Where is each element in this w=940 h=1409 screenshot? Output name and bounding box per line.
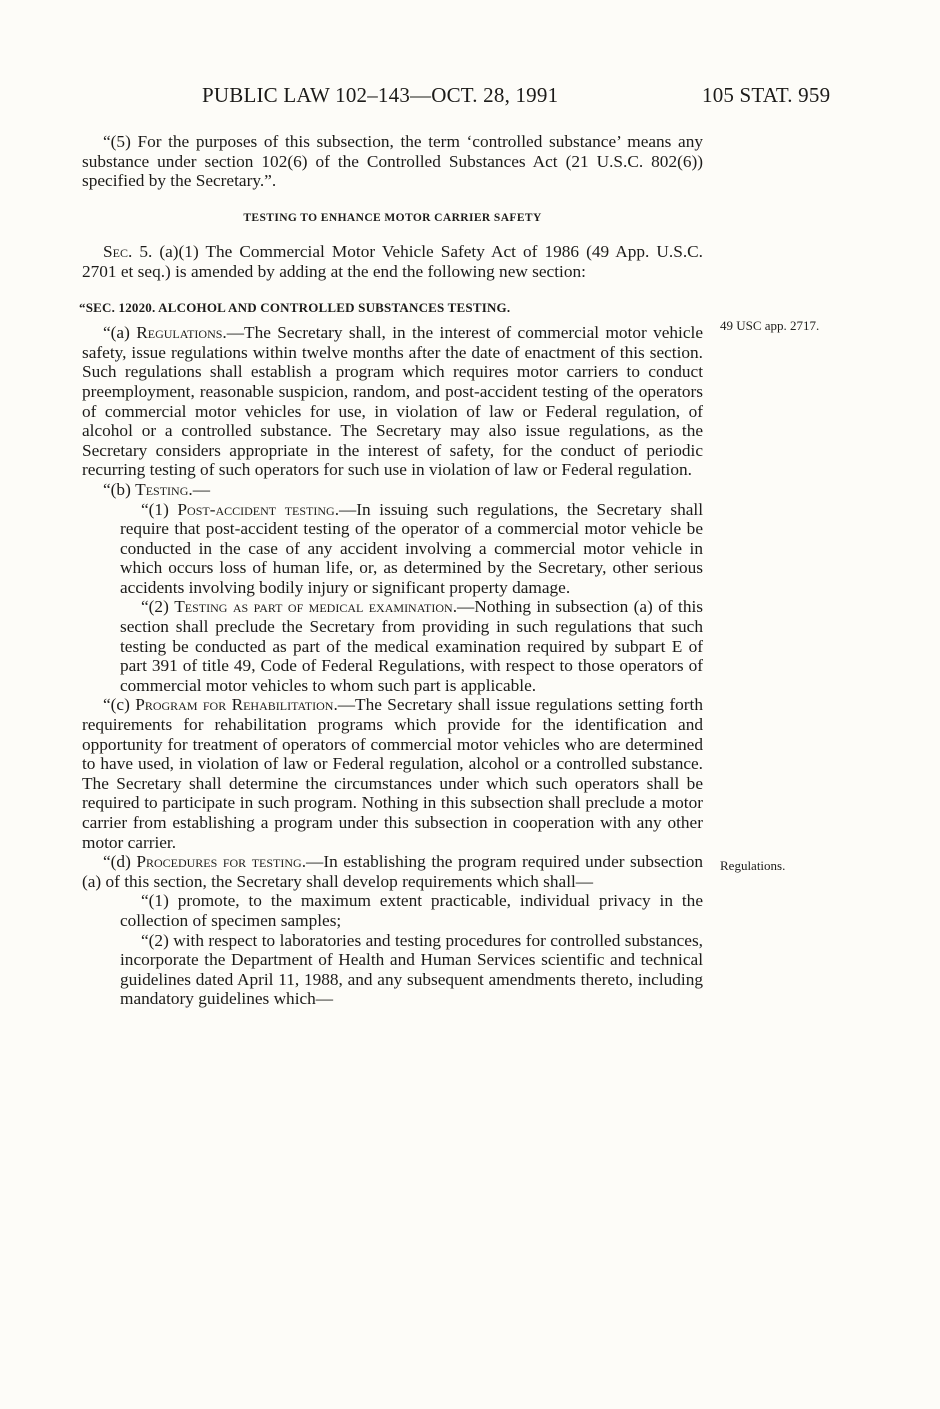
- c-prefix: “(c): [103, 695, 136, 715]
- paragraph-d1-privacy: “(1) promote, to the maximum extent practicable, individual privacy in the collection of specimen samples;: [120, 891, 703, 930]
- margin-note-regulations: Regulations.: [720, 858, 786, 873]
- b2-label: Testing as part of medical examination: [174, 597, 453, 617]
- c-label: Program for Rehabilitation: [135, 695, 334, 715]
- section-title-12020: “SEC. 12020. ALCOHOL AND CONTROLLED SUBSTANCES TESTING.: [79, 299, 511, 315]
- b-label: Testing: [135, 479, 189, 499]
- b-prefix: “(b): [103, 479, 136, 499]
- d-label: Procedures for testing: [136, 852, 302, 872]
- paragraph-a-regulations: [82, 323, 703, 480]
- b1-label: Post-accident testing: [177, 499, 335, 519]
- paragraph-b1-post-accident: [120, 500, 703, 598]
- sec-5-text: 5. (a)(1) The Commercial Motor Vehicle Safety Act of 1986 (49 App. U.S.C. 2701 et seq.) is amended by adding at the end the following new section:: [82, 242, 703, 281]
- page-header-title: PUBLIC LAW 102–143—OCT. 28, 1991: [202, 83, 559, 107]
- paragraph-d-procedures: [82, 852, 703, 891]
- a-text: .—The Secretary shall, in the interest of commercial motor vehicle safety, issue regulations within twelve months after the date of enactment of this section. Such regulations shall establish a program which requires motor carriers to conduct preemployment, reasonable suspicion, random, and post-accident testing of the operators of commercial motor vehicles for use, in violation of law or Federal regulation, of alcohol or a controlled substance. The Secretary may also issue regulations, as the Secretary considers appropriate in the interest of safety, for the conduct of periodic recurring testing of such operators for such use in violation of law or Federal regulation.: [82, 323, 704, 480]
- b1-text: .—In issuing such regulations, the Secretary shall require that post-accident testing of the operator of a commercial motor vehicle be conducted in the case of any accident involving a commercial motor vehicle in which occurs loss of human life, or, as determined by the Secretary, other serious accidents involving bodily injury or significant property damage.: [120, 499, 703, 597]
- b-text: .—: [188, 479, 210, 499]
- sec-label: Sec.: [103, 242, 133, 262]
- paragraph-c-rehabilitation: [82, 695, 703, 852]
- section-heading: TESTING TO ENHANCE MOTOR CARRIER SAFETY: [243, 211, 542, 224]
- page-header-stat: 105 STAT. 959: [702, 83, 831, 107]
- d-text: .—In establishing the program required under subsection (a) of this section, the Secretary shall develop requirements which shall—: [82, 852, 703, 891]
- paragraph-b2-medical-exam: [120, 597, 703, 695]
- paragraph-sec-5: [82, 242, 703, 281]
- d-prefix: “(d): [103, 852, 137, 872]
- b1-prefix: “(1): [141, 499, 178, 519]
- a-prefix: “(a): [103, 323, 137, 343]
- b2-prefix: “(2): [141, 597, 175, 617]
- c-text: .—The Secretary shall issue regulations setting forth requirements for rehabilitation programs which provide for the identification and opportunity for treatment of operators of commercial motor vehicles who are determined to have used, in violation of law or Federal regulation, alcohol or a controlled substance. The Secretary shall determine the circumstances under which such operators shall be required to participate in such program. Nothing in this subsection shall preclude a motor carrier from establishing a program under this subsection in cooperation with any other motor carrier.: [82, 695, 703, 852]
- margin-note-usc: 49 USC app. 2717.: [720, 318, 820, 333]
- paragraph-d2-laboratories: “(2) with respect to laboratories and testing procedures for controlled substances, incorporate the Department of Health and Human Services scientific and technical guidelines dated April 11, 1988, and any subsequent amendments thereto, including mandatory guidelines which—: [120, 930, 703, 1009]
- paragraph-b-testing: [82, 480, 703, 500]
- body-text: [79, 132, 704, 1009]
- a-label: Regulations: [136, 323, 223, 343]
- b2-text: .—Nothing in subsection (a) of this section shall preclude the Secretary from providing in such regulations that such testing be conducted as part of the medical examination required by subpart E of part 391 of title 49, Code of Federal Regulations, with respect to those operators of commercial motor vehicles to whom such part is applicable.: [120, 597, 703, 695]
- paragraph-controlled-substance-definition: “(5) For the purposes of this subsection, the term ‘controlled substance’ means any substance under section 102(6) of the Controlled Substances Act (21 U.S.C. 802(6)) specified by the Secretary.”.: [82, 132, 703, 191]
